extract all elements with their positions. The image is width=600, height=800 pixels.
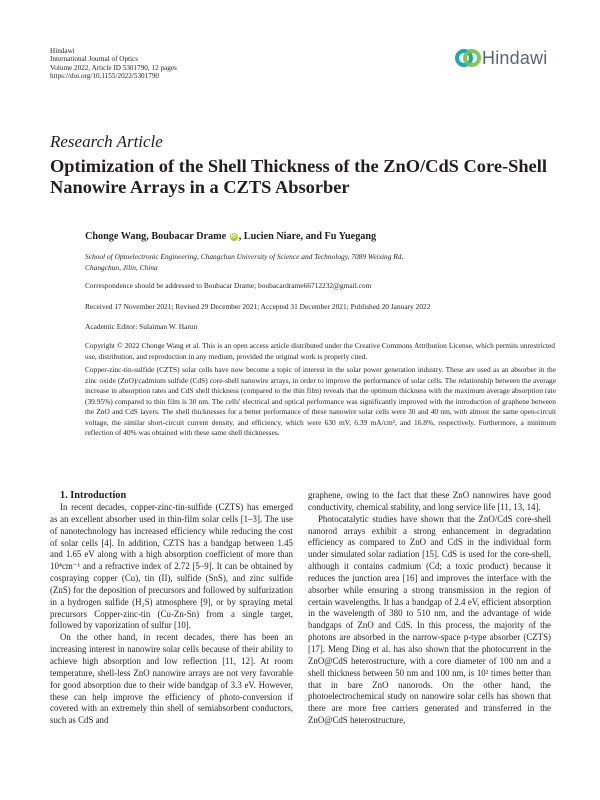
hindawi-logo-text: Hindawi xyxy=(482,48,548,68)
abstract: Copper-zinc-tin-sulfide (CZTS) solar cells have now become a topic of interest in the solar power generation industry. These are used as an absorber in the zinc oxide (ZnO)/cadmium sulfide (CdS) core-shell nanowire arrays, in order to improve the performance of solar cells. The relationship between the average increase in absorption rates and CdS shell thickness (compared to the thin film) reveals that the optimum thickness with the maximum average absorption rate (39.95%) compared to thin film is 30 nm. The cells' electrical and optical performance was significantly improved with the introduction of graphene between the ZnO and CdS layers. The shell thicknesses for a better performance of these nanowire solar cells were 30 and 40 nm, with almost the same open-circuit voltage, the similar short-circuit current density, and efficiency, which were 630 mV, 6.39 mA/cm², and 16.8%, respectively. Furthermore, a minimum reflection of 40% was obtained with these same shell thicknesses. xyxy=(85,365,556,438)
left-column xyxy=(50,490,293,727)
section-heading-introduction: 1. Introduction xyxy=(60,490,127,501)
affiliation-line: School of Optoelectronic Engineering, Changchun University of Science and Technology, 7089 Weixing Rd, xyxy=(85,252,404,261)
doi-link[interactable]: https://doi.org/10.1155/2022/5301790 xyxy=(50,72,160,81)
orcid-icon[interactable]: iD xyxy=(230,234,237,240)
affiliation-line: Changchun, Jilin, China xyxy=(85,262,158,272)
correspondence: Correspondence should be addressed to Boubacar Drame; boubacardrame66712232@gmail.com xyxy=(85,281,372,290)
paragraph: graphene, owing to the fact that these ZnO nanowires have good conductivity, chemical stability, and long service life [11, 13, 14]. xyxy=(308,490,551,512)
article-type: Research Article xyxy=(50,132,163,151)
hindawi-logo-icon xyxy=(455,46,481,70)
authors-rest: , Lucien Niare, and Fu Yuegang xyxy=(238,231,377,242)
journal-info xyxy=(50,47,177,81)
academic-editor: Academic Editor: Sulaiman W. Harun xyxy=(85,322,198,331)
hindawi-logo xyxy=(455,46,560,72)
affiliation xyxy=(85,252,555,273)
right-column xyxy=(308,490,551,727)
volume-info: Volume 2022, Article ID 5301790, 12 pages xyxy=(50,63,177,72)
paragraph: In recent decades, copper-zinc-tin-sulfide (CZTS) has emerged as an excellent absorber used in thin-film solar cells [1–3]. The use of nanotechnology has increased efficiency while reducing the cost of solar cells [4]. In addition, CZTS has a bandgap between 1.45 and 1.65 eV along with a high absorption coefficient of more than 10⁴cm⁻¹ and a refractive index of 2.72 [5–9]. It can be obtained by cospraying copper (Cu), tin (II), sulfide (SnS), and zinc sulfide (ZnS) for the deposition of precursors and followed by sulfurization in a hydrogen sulfide (H₂S) atmosphere [9], or by spraying metal precursors Copper-zinc-tin (Cu-Zn-Sn) from a single target, followed by vaporization of sulfur [10]. xyxy=(50,502,293,631)
article-dates: Received 17 November 2021; Revised 29 December 2021; Accepted 31 December 2021; Published 20 January 2022 xyxy=(85,302,431,311)
journal-name: International Journal of Optics xyxy=(50,55,139,64)
article-title: Optimization of the Shell Thickness of the ZnO/CdS Core-Shell Nanowire Arrays in a CZTS Absorber xyxy=(50,156,547,197)
paragraph: On the other hand, in recent decades, there has been an increasing interest in nanowire solar cells because of their ability to achieve high absorption and low reflection [11, 12]. At room temperature, shell-less ZnO nanowire arrays are not very favorable for good absorption due to their wide bandgap of 3.3 eV. However, these can help improve the efficiency of photo-conversion if covered with an extremely thin shell of semiabsorbent conductors, such as CdS and xyxy=(50,632,293,726)
copyright-notice: Copyright © 2022 Chonge Wang et al. This is an open access article distributed under the Creative Commons Attribution License, which permits unrestricted use, distribution, and reproduction in any medium, provided the original work is properly cited. xyxy=(85,341,555,361)
author-list xyxy=(85,231,376,242)
authors-first: Chonge Wang, Boubacar Drame xyxy=(85,231,227,242)
paragraph: Photocatalytic studies have shown that the ZnO/CdS core-shell nanorod arrays exhibit a strong enhancement in degradation efficiency as compared to ZnO and CdS in the individual form under simulated solar radiation [15]. CdS is used for the core-shell, although it contains cadmium (Cd; a toxic product) because it reduces the junction area [16] and improves the interface with the absorber while ensuring a strong transmission in the region of certain wavelengths. It has a bandgap of 2.4 eV, efficient absorption in the wavelength of 380 to 510 nm, and the advantage of wide bandgaps of ZnO and CdS. In this process, the majority of the photons are absorbed in the narrow-space p-type absorber (CZTS) [17]. Meng Ding et al. has also shown that the photocurrent in the ZnO@CdS heterostructure, with a core diameter of 100 nm and a shell thickness between 50 nm and 100 nm, is 10² times better than that in bare ZnO nanorods. On the other hand, the photoelectrochemical study on nanowire solar cells has shown that there are more free carriers generated and transferred in the ZnO@CdS heterostructure, xyxy=(308,513,551,726)
publisher-name: Hindawi xyxy=(50,47,75,55)
